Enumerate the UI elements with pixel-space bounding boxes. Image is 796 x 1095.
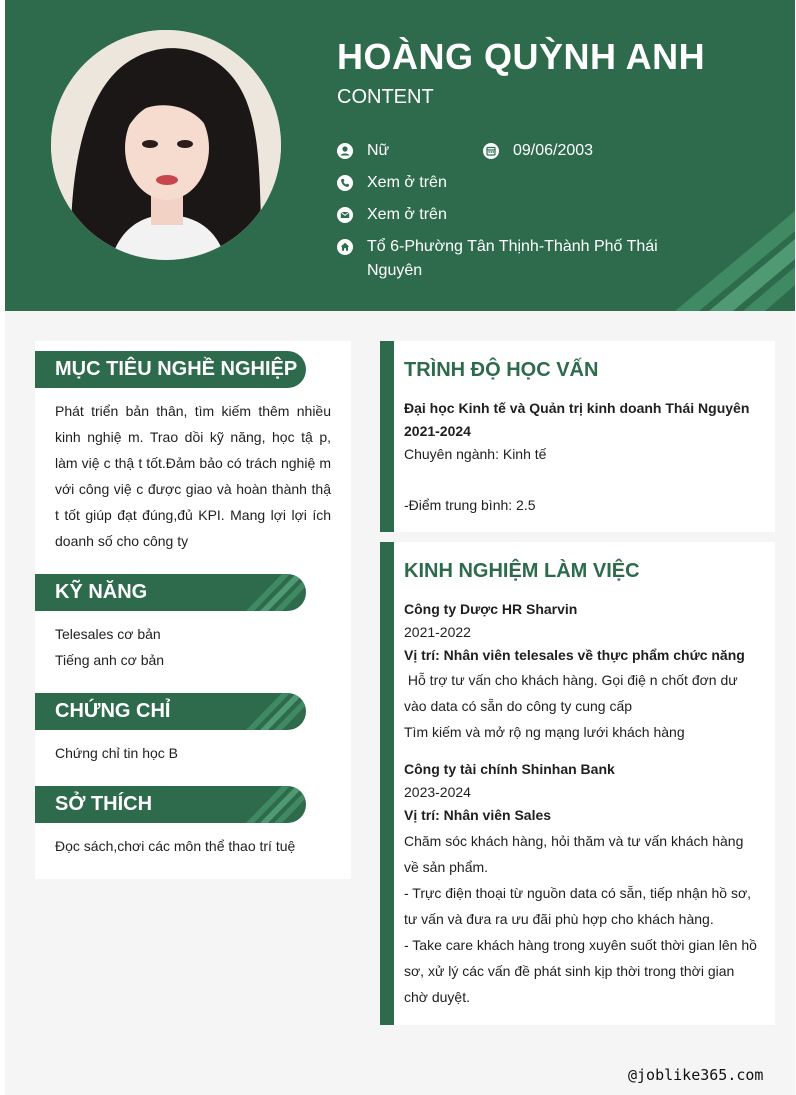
education-title: TRÌNH ĐỘ HỌC VẤN [404, 359, 599, 381]
title-stripes [246, 574, 306, 611]
gender-value: Nữ [367, 142, 390, 159]
section-title-certificates [35, 693, 306, 730]
section-title-skills [35, 574, 306, 611]
skills-title: KỸ NĂNG [55, 581, 148, 603]
hobbies-title: SỞ THÍCH [55, 793, 153, 815]
job-years: 2023-2024 [404, 784, 471, 800]
email-info [337, 203, 447, 227]
job-position: Vị trí: Nhân viên telesales về thực phẩm chức năng [404, 647, 745, 663]
experience-title: KINH NGHIỆM LÀM VIỆC [404, 560, 640, 582]
email-value: Xem ở trên [367, 206, 447, 223]
phone-info [337, 171, 447, 195]
education-gpa: -Điểm trung bình: 2.5 [404, 497, 536, 513]
phone-value: Xem ở trên [367, 174, 447, 191]
address-info [337, 235, 667, 283]
job-company: Công ty tài chính Shinhan Bank [404, 761, 615, 777]
job-position: Vị trí: Nhân viên Sales [404, 807, 552, 823]
dob-value: 09/06/2003 [513, 142, 594, 159]
user-icon [337, 143, 353, 159]
cv-page [5, 0, 795, 1095]
avatar [51, 30, 281, 260]
education-school: Đại học Kinh tế và Quản trị kinh doanh Thái Nguyên [404, 400, 750, 416]
decorative-stripes [665, 201, 795, 311]
job-duty: Tìm kiếm và mở rộ ng mạng lưới khách hàng [404, 724, 685, 740]
education-major: Chuyên ngành: Kinh tế [404, 446, 547, 462]
education-years: 2021-2024 [404, 423, 471, 439]
job-duty: - Trực điện thoại từ nguồn data có sẵn, tiếp nhận hồ sơ, tư vấn và đưa ra ưu đãi phù hợp cho khách hàng. [404, 885, 752, 927]
list-item: Đọc sách,chơi các môn thể thao trí tuệ [55, 838, 296, 854]
objective-title: MỤC TIÊU NGHỀ NGHIỆP [55, 358, 298, 380]
footer-watermark: @joblike365.com [628, 1066, 764, 1084]
certificates-title: CHỨNG CHỈ [55, 700, 171, 722]
title-stripes [246, 786, 306, 823]
phone-icon [337, 175, 353, 191]
list-item: Chứng chỉ tin học B [55, 745, 178, 761]
certificates-list [55, 740, 331, 766]
skills-list [55, 621, 331, 673]
job-duty: Chăm sóc khách hàng, hỏi thăm và tư vấn khách hàng về sản phẩm. [404, 833, 744, 875]
job-duty: - Take care khách hàng trong xuyên suốt thời gian lên hồ sơ, xử lý các vấn đề phát sinh kịp thời trong thời gian chờ duyệt. [404, 937, 757, 1005]
candidate-name: HOÀNG QUỲNH ANH [337, 36, 706, 77]
calendar-icon [483, 143, 499, 159]
section-title-objective [35, 351, 306, 388]
gender-info [337, 139, 389, 163]
cv-header [5, 0, 795, 311]
section-title-hobbies [35, 786, 306, 823]
list-item: Tiếng anh cơ bản [55, 652, 165, 668]
dob-info [483, 139, 593, 163]
hobbies-list [55, 833, 331, 859]
left-column [35, 341, 351, 879]
address-value: Tổ 6-Phường Tân Thịnh-Thành Phố Thái Nguyên [367, 238, 658, 279]
job-years: 2021-2022 [404, 624, 471, 640]
job-company: Công ty Dược HR Sharvin [404, 601, 578, 617]
list-item: Telesales cơ bản [55, 626, 161, 642]
title-stripes [246, 693, 306, 730]
job-duty: Hỗ trợ tư vấn cho khách hàng. Gọi điệ n chốt đơn dư vào data có sẵn do công ty cung cấp [404, 672, 742, 714]
envelope-icon [337, 207, 353, 223]
education-section [380, 341, 775, 532]
objective-text: Phát triển bản thân, tìm kiếm thêm nhiều kinh nghiệ m. Trao dồi kỹ năng, học tậ p, làm việ c thậ t tốt.Đảm bảo có trách nghiệ m với công việ c được giao và hoàn thành thậ t tốt giúp đạt đúng,đủ KPI. Mang lợi lợi ích doanh số cho công ty [55, 403, 331, 549]
home-icon [337, 239, 353, 255]
candidate-position: CONTENT [337, 86, 434, 108]
experience-section [380, 542, 775, 1025]
